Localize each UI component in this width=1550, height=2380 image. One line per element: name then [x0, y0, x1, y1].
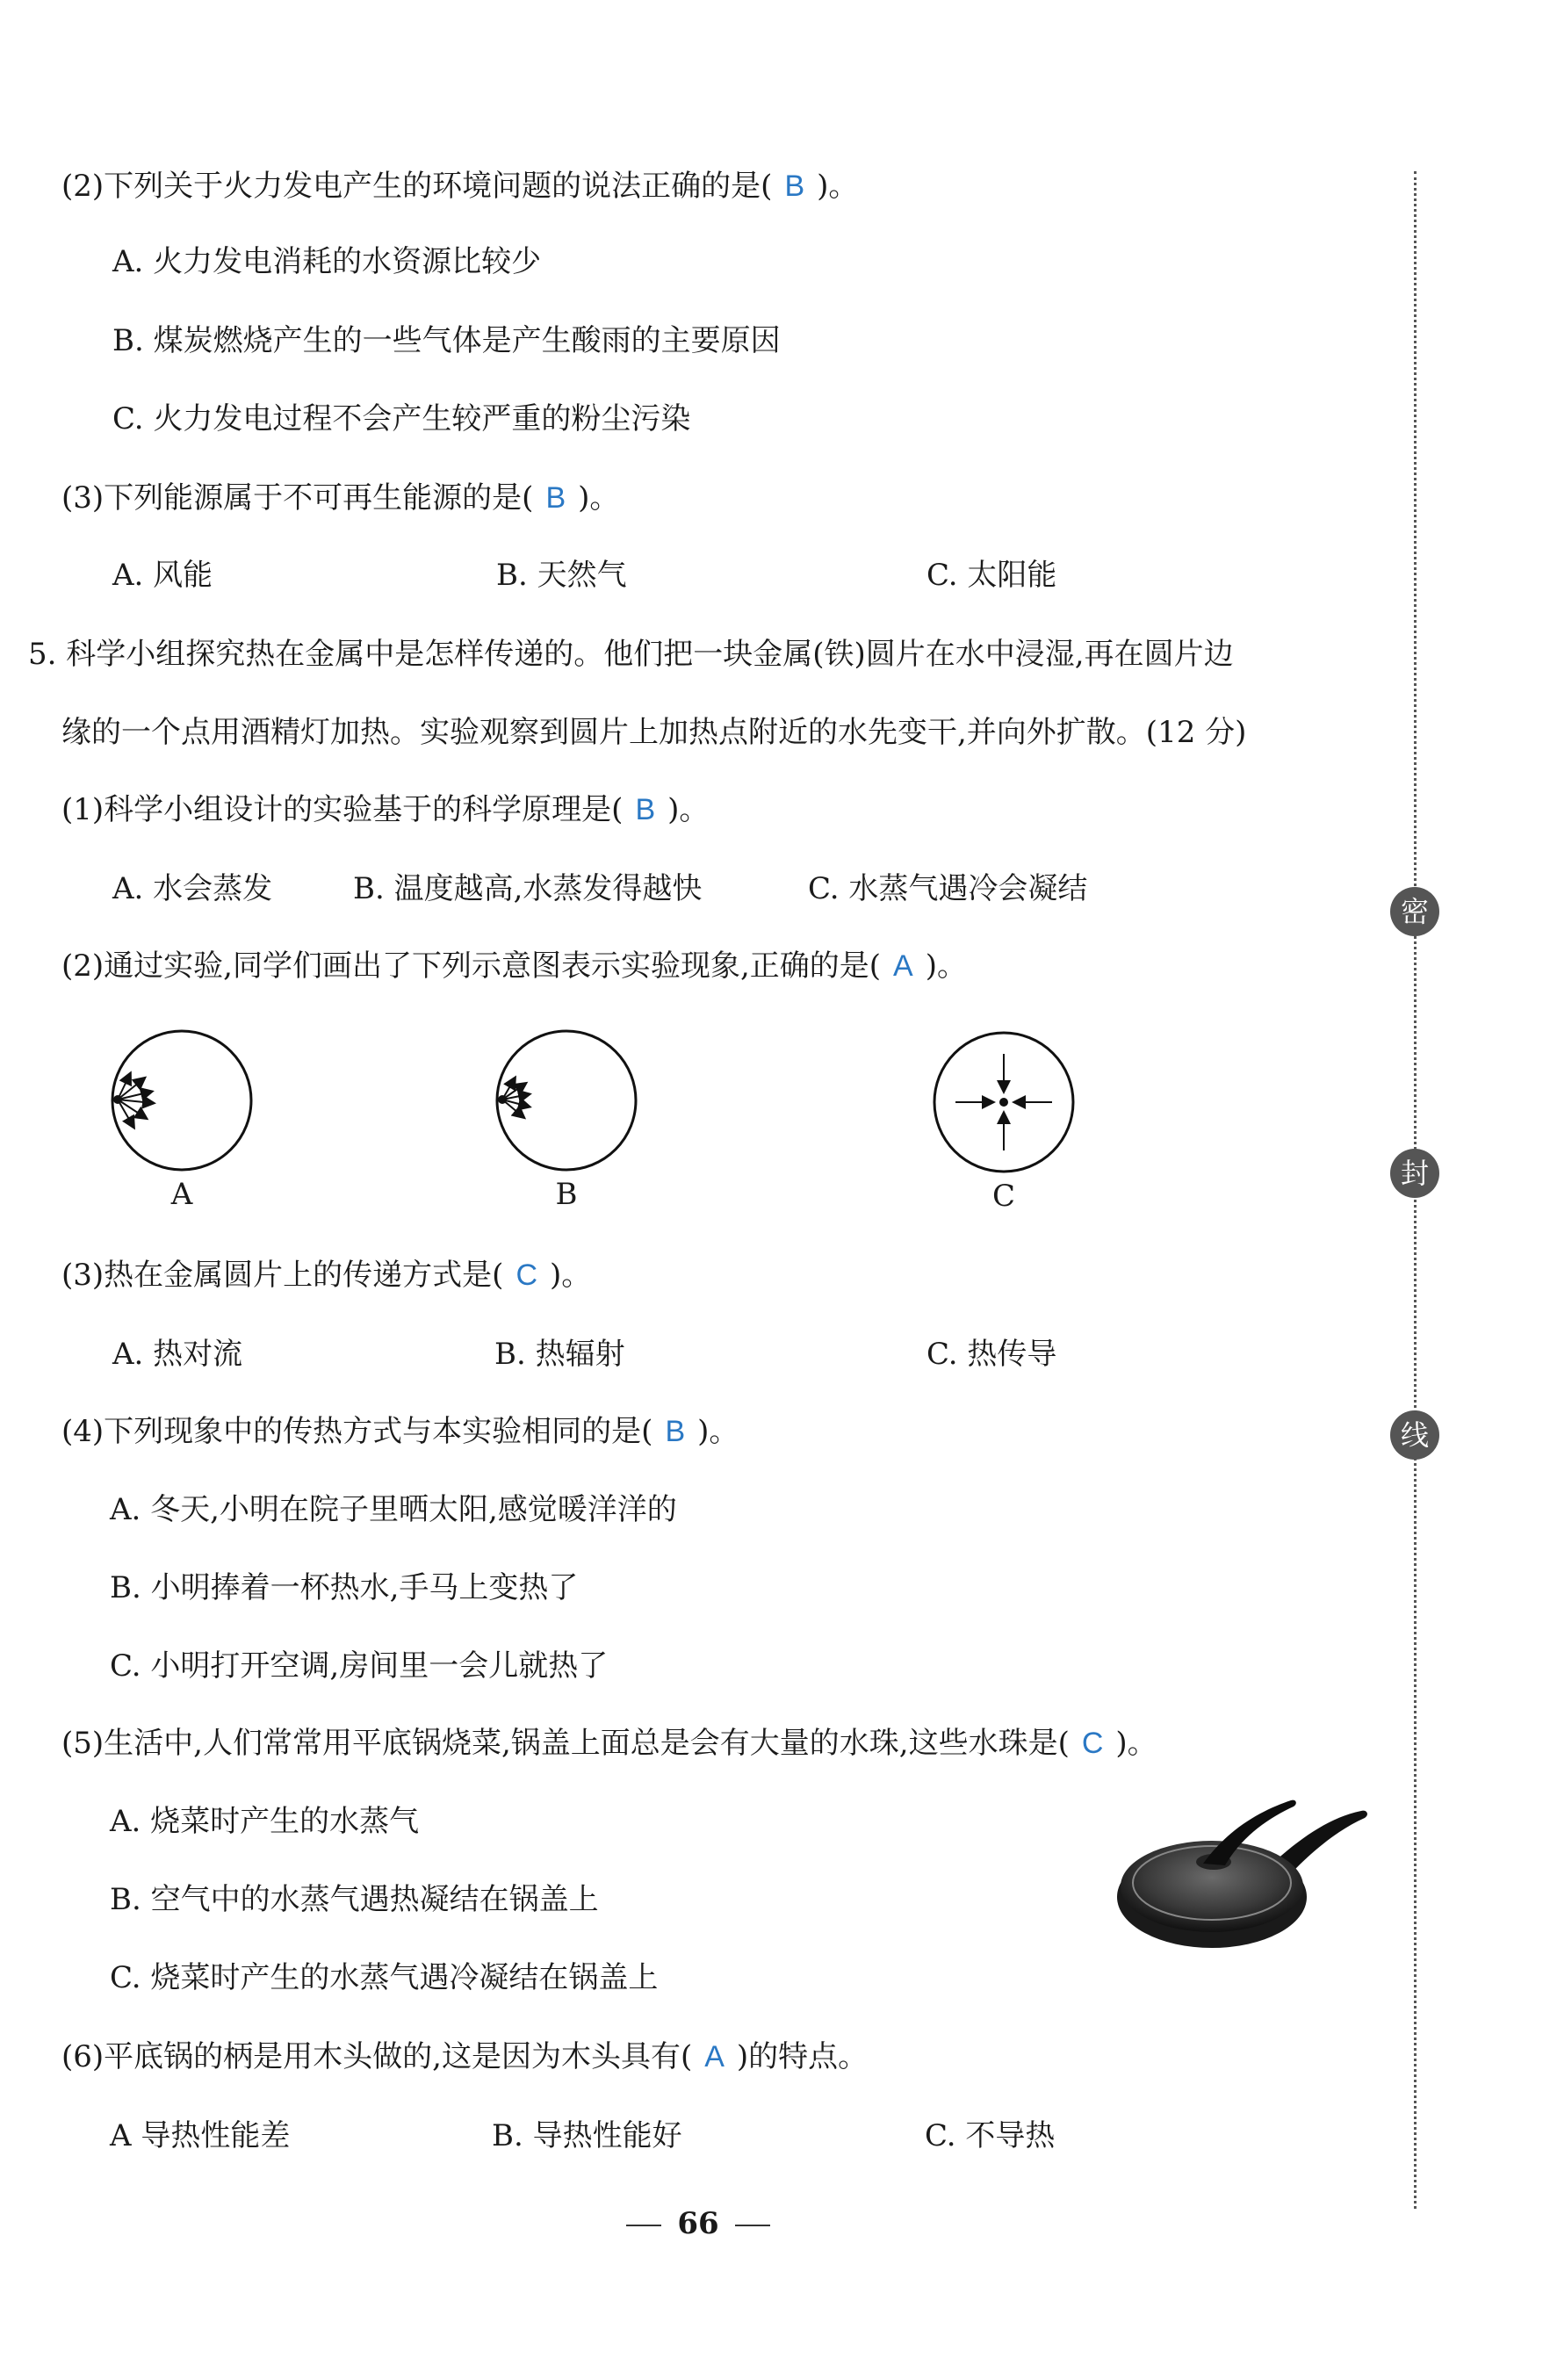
question-end: )。: [817, 169, 859, 204]
footer-dash-left: [626, 2225, 661, 2226]
option-c: C. 热传导: [926, 1337, 1057, 1372]
option-c: C. 火力发电过程不会产生较严重的粉尘污染: [112, 401, 691, 436]
option-b: B. 天然气: [496, 558, 627, 593]
option-c: C. 太阳能: [926, 558, 1057, 593]
option-a: A 导热性能差: [110, 2118, 291, 2153]
seal-feng: 封: [1390, 1149, 1439, 1198]
option-b: B. 温度越高,水蒸发得越快: [353, 871, 703, 906]
question-stem: (3)热在金属圆片上的传递方式是(: [61, 1258, 504, 1293]
answer: C: [515, 1259, 537, 1292]
option-a: A. 冬天,小明在院子里晒太阳,感觉暖洋洋的: [110, 1492, 677, 1527]
option-b: B. 导热性能好: [492, 2118, 682, 2153]
question-5-1: [61, 790, 709, 829]
question-end: )。: [1115, 1726, 1157, 1761]
seal-mi: 密: [1390, 887, 1439, 936]
option-b: B. 热辐射: [494, 1337, 625, 1372]
page-number: 66: [677, 2206, 719, 2241]
seal-xian: 线: [1390, 1410, 1439, 1460]
diagram-label-a: A: [170, 1177, 193, 1212]
option-a: A. 烧菜时产生的水蒸气: [110, 1804, 420, 1839]
question-4-2: [61, 167, 858, 206]
page-footer: [0, 2206, 1396, 2241]
question-stem: (3)下列能源属于不可再生能源的是(: [61, 480, 534, 516]
option-a: A. 风能: [112, 558, 213, 593]
answer: A: [893, 949, 913, 983]
question-stem: (2)下列关于火力发电产生的环境问题的说法正确的是(: [61, 169, 773, 204]
question-stem: (1)科学小组设计的实验基于的科学原理是(: [61, 792, 624, 827]
question-end: )的特点。: [736, 2039, 869, 2074]
option-c: C. 小明打开空调,房间里一会儿就热了: [110, 1648, 609, 1684]
footer-dash-right: [735, 2225, 770, 2226]
question-4-3: [61, 479, 619, 517]
frying-pan-illustration: [1115, 1792, 1370, 1958]
question-5-line2: 缘的一个点用酒精灯加热。实验观察到圆片上加热点附近的水先变干,并向外扩散。(12 分): [61, 715, 1247, 750]
question-5-line1: 5. 科学小组探究热在金属中是怎样传递的。他们把一块金属(铁)圆片在水中浸湿,再在圆片边: [28, 637, 1234, 672]
question-5-5: [61, 1724, 1157, 1763]
option-a: A. 水会蒸发: [112, 871, 273, 906]
question-stem: (5)生活中,人们常常用平底锅烧菜,锅盖上面总是会有大量的水珠,这些水珠是(: [61, 1726, 1070, 1761]
question-end: )。: [667, 792, 710, 827]
option-c: C. 烧菜时产生的水蒸气遇冷凝结在锅盖上: [110, 1960, 659, 1995]
option-b: B. 小明捧着一杯热水,手马上变热了: [110, 1570, 579, 1605]
answer: C: [1081, 1727, 1104, 1760]
option-a: A. 火力发电消耗的水资源比较少: [112, 244, 542, 279]
question-5-4: [61, 1412, 739, 1451]
answer: B: [784, 169, 805, 203]
option-b: B. 煤炭燃烧产生的一些气体是产生酸雨的主要原因: [112, 323, 781, 358]
diagram-a: [107, 1026, 256, 1175]
question-stem: (4)下列现象中的传热方式与本实验相同的是(: [61, 1414, 653, 1449]
question-5-3: [61, 1256, 591, 1295]
question-end: )。: [925, 948, 967, 984]
answer: B: [545, 481, 566, 515]
question-5-6: [61, 2037, 868, 2076]
diagram-c: [929, 1028, 1078, 1177]
option-c: C. 不导热: [925, 2118, 1056, 2153]
question-end: )。: [697, 1414, 739, 1449]
question-end: )。: [578, 480, 620, 516]
option-b: B. 空气中的水蒸气遇热凝结在锅盖上: [110, 1882, 599, 1917]
option-c: C. 水蒸气遇冷会凝结: [808, 871, 1088, 906]
diagram-label-c: C: [991, 1179, 1015, 1214]
answer: A: [704, 2040, 725, 2073]
question-5-2: [61, 947, 967, 985]
answer: B: [635, 793, 656, 826]
question-stem: (6)平底锅的柄是用木头做的,这是因为木头具有(: [61, 2039, 693, 2074]
question-stem: (2)通过实验,同学们画出了下列示意图表示实验现象,正确的是(: [61, 948, 882, 984]
option-a: A. 热对流: [112, 1337, 243, 1372]
diagram-b: [492, 1026, 641, 1175]
answer: B: [665, 1415, 686, 1448]
diagram-label-b: B: [555, 1177, 578, 1212]
question-end: )。: [550, 1258, 592, 1293]
